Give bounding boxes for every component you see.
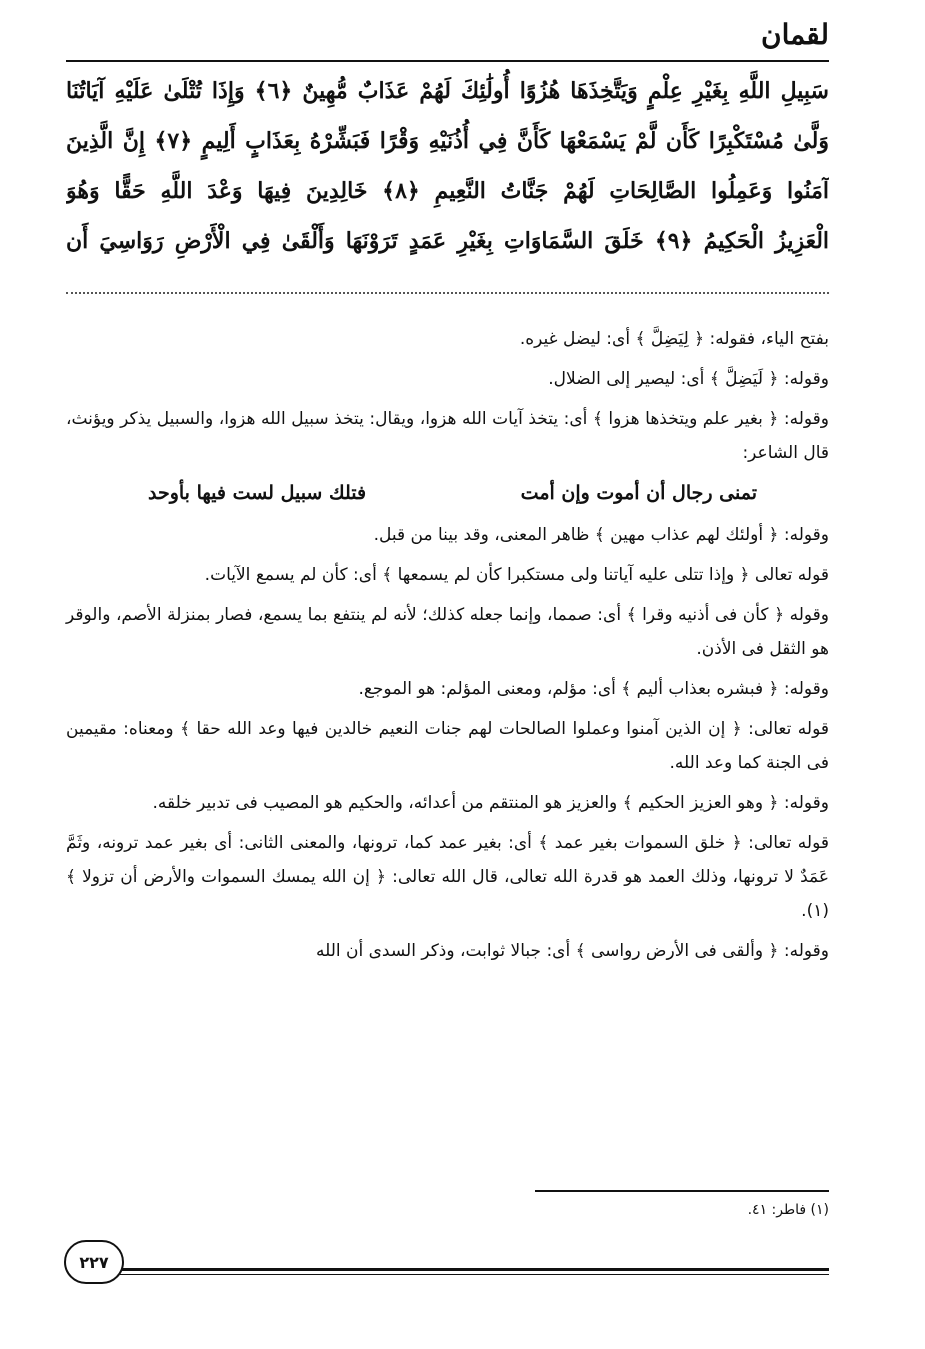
commentary-block	[66, 322, 829, 974]
header-rule	[66, 60, 829, 62]
footnote-rule	[535, 1190, 829, 1192]
commentary-paragraph: وقوله: ﴿ أولئك لهم عذاب مهين ﴾ ظاهر المعنى، وقد بينا من قبل.	[373, 525, 829, 545]
quran-line: وَلَّىٰ مُسْتَكْبِرًا كَأَن لَّمْ يَسْمَعْهَا كَأَنَّ فِي أُذُنَيْهِ وَقْرًا فَبَشِّرْهُ بِعَذَابٍ أَلِيمٍ ﴿٧﴾ إِنَّ الَّذِينَ	[66, 128, 829, 154]
page-number: ٢٢٧	[79, 1252, 109, 1272]
commentary-paragraph: قوله تعالى: ﴿ إن الذين آمنوا وعملوا الصالحات لهم جنات النعيم خالدين فيها وعد الله حقا ﴾ ومعناه: مقيمين فى الجنة كما وعد الله.	[66, 719, 829, 773]
commentary-paragraph: وقوله: ﴿ لَيَضِلَّ ﴾ أى: ليصير إلى الضلال.	[548, 369, 829, 389]
footer-rule	[120, 1268, 829, 1271]
surah-title: لقمان	[761, 18, 829, 51]
commentary-paragraph: بفتح الياء، فقوله: ﴿ لِيَضِلَّ ﴾ أى: ليضل غيره.	[519, 329, 829, 349]
commentary-paragraph: قوله تعالى ﴿ وإذا تتلى عليه آياتنا ولى مستكبرا كأن لم يسمعها ﴾ أى: كأن لم يسمع الآيات.	[204, 565, 829, 585]
quran-line: الْعَزِيزُ الْحَكِيمُ ﴿٩﴾ خَلَقَ السَّمَاوَاتِ بِغَيْرِ عَمَدٍ تَرَوْنَهَا وَأَلْقَىٰ فِي الْأَرْضِ رَوَاسِيَ أَن	[66, 228, 829, 254]
commentary-paragraph: وقوله: ﴿ فبشره بعذاب أليم ﴾ أى: مؤلم، ومعنى المؤلم: هو الموجع.	[358, 679, 829, 699]
quran-line: سَبِيلِ اللَّهِ بِغَيْرِ عِلْمٍ وَيَتَّخِذَهَا هُزُوًا أُولَٰئِكَ لَهُمْ عَذَابٌ مُّهِينٌ ﴿٦﴾ وَإِذَا تُتْلَىٰ عَلَيْهِ آيَاتُنَا	[66, 78, 829, 104]
commentary-paragraph: قوله تعالى: ﴿ خلق السموات بغير عمد ﴾ أى: بغير عمد كما، ترونها، والمعنى الثانى: أى بغير عمد ترونه، وثَمَّ عَمَدٌ لا ترونها، وذلك العمد هو قدرة الله تعالى، قال الله تعالى: ﴿ إن الله يمسك السموات والأرض أن تزولا ﴾(١).	[66, 833, 829, 921]
commentary-paragraph: وقوله: ﴿ بغير علم ويتخذها هزوا ﴾ أى: يتخذ آيات الله هزوا، ويقال: يتخذ سبيل الله هزوا، والسبيل يذكر ويؤنث، قال الشاعر:	[66, 409, 829, 463]
commentary-paragraph: وقوله ﴿ كأن فى أذنيه وقرا ﴾ أى: صمما، وإنما جعله كذلك؛ لأنه لم ينتفع بما يسمع، فصار بمنزلة الأصم، والوقر هو الثقل فى الأذن.	[66, 605, 829, 659]
commentary-paragraph: وقوله: ﴿ وألقى فى الأرض رواسى ﴾ أى: جبالا ثوابت، وذكر السدى أن الله	[315, 941, 829, 961]
footer-rule-thin	[120, 1274, 829, 1275]
verse-hemistich-right: تمنى رجال أن أموت وإن أمت	[520, 482, 757, 504]
quran-text-block	[66, 66, 829, 266]
footnote: (١) فاطر: ٤١.	[747, 1202, 829, 1218]
quran-separator	[66, 292, 829, 294]
page-number-badge	[64, 1240, 124, 1284]
poetry-verse	[66, 476, 829, 510]
commentary-paragraph: وقوله: ﴿ وهو العزيز الحكيم ﴾ والعزيز هو المنتقم من أعدائه، والحكيم هو المصيب فى تدبير خلقه.	[152, 793, 829, 813]
verse-hemistich-left: فتلك سبيل لست فيها بأوحد	[148, 482, 367, 504]
quran-line: آمَنُوا وَعَمِلُوا الصَّالِحَاتِ لَهُمْ جَنَّاتُ النَّعِيمِ ﴿٨﴾ خَالِدِينَ فِيهَا وَعْدَ اللَّهِ حَقًّا وَهُوَ	[66, 178, 829, 204]
